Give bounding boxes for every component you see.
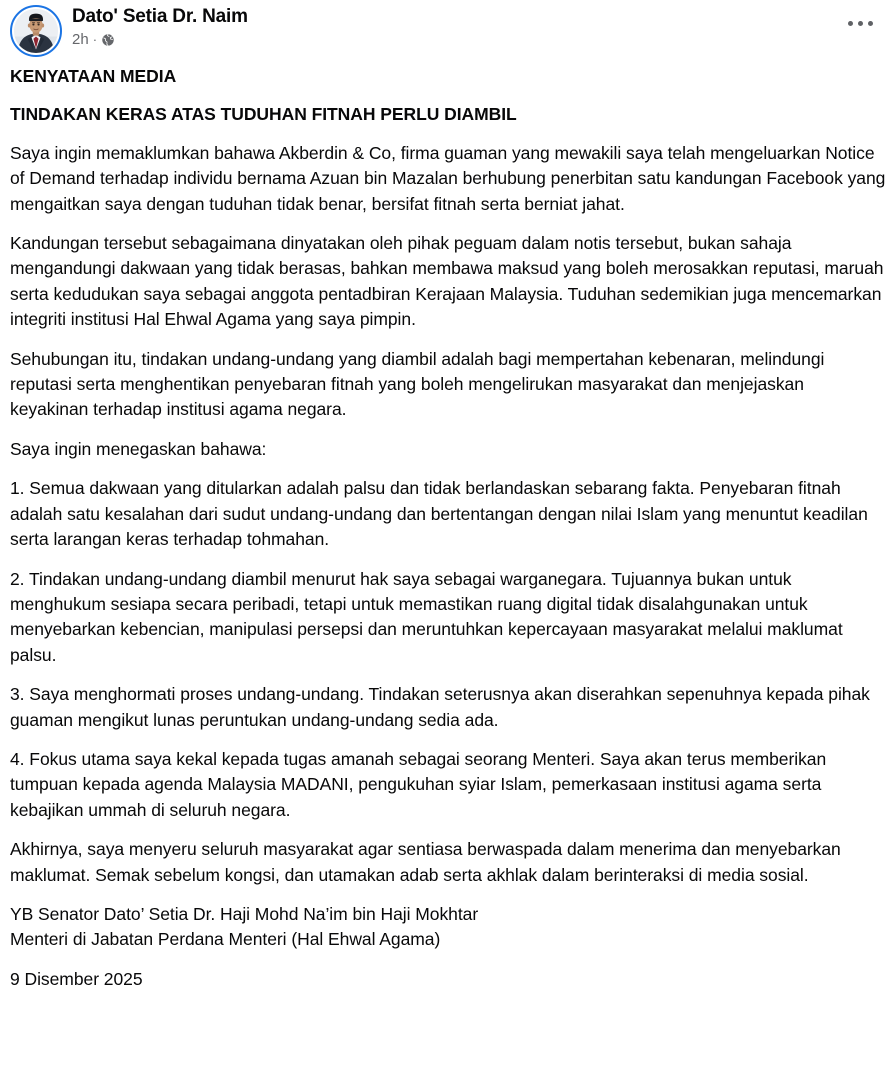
- post-paragraph: Saya ingin menegaskan bahawa:: [10, 438, 267, 459]
- post-paragraph: Saya ingin memaklumkan bahawa Akberdin & Co, firma guaman yang mewakili saya telah mengeluarkan Notice of Demand terhadap individu bernama Azuan bin Mazalan berhubung penerbitan satu kandungan Facebook yang mengaitkan saya dengan tuduhan tidak benar, bersifat fitnah serta berniat jahat.: [10, 142, 891, 214]
- author-name[interactable]: Dato' Setia Dr. Naim: [72, 6, 248, 27]
- more-options-icon[interactable]: [840, 10, 880, 36]
- post-title: KENYATAAN MEDIA: [10, 66, 177, 86]
- globe-icon[interactable]: [101, 33, 115, 47]
- signature-name: YB Senator Dato’ Setia Dr. Haji Mohd Na’im bin Haji Mokhtar: [10, 903, 479, 924]
- post-list-item: 1. Semua dakwaan yang ditularkan adalah palsu dan tidak berlandaskan sebarang fakta. Penyebaran fitnah adalah satu kesalahan dari sudut undang-undang dan bertentangan dengan nilai Islam yang menuntut keadilan serta larangan keras terhadap tohmahan.: [10, 478, 873, 550]
- post-paragraph: Sehubungan itu, tindakan undang-undang yang diambil adalah bagi mempertahan kebenaran, melindungi reputasi serta menghentikan penyebaran fitnah yang boleh mengelirukan masyarakat dan menjejaskan keyakinan terhadap institusi agama negara.: [10, 348, 830, 420]
- post-meta: [72, 31, 248, 49]
- post-date: 9 Disember 2025: [10, 968, 143, 989]
- post-list-item: 2. Tindakan undang-undang diambil menurut hak saya sebagai warganegara. Tujuannya bukan untuk menghukum sesiapa secara peribadi, tetapi untuk memastikan ruang digital tidak disalahgunakan untuk menyebarkan kebencian, manipulasi persepsi dan meruntuhkan kepercayaan masyarakat melalui maklumat palsu.: [10, 568, 848, 665]
- signature-title: Menteri di Jabatan Perdana Menteri (Hal Ehwal Agama): [10, 929, 441, 950]
- post-subtitle: TINDAKAN KERAS ATAS TUDUHAN FITNAH PERLU DIAMBIL: [10, 104, 517, 125]
- post-author-block: [72, 4, 248, 49]
- menu-dot: [858, 21, 863, 26]
- post-timestamp[interactable]: 2h: [72, 31, 89, 48]
- post-paragraph: Akhirnya, saya menyeru seluruh masyarakat agar sentiasa berwaspada dalam menerima dan menyebarkan maklumat. Semak sebelum kongsi, dan utamakan adab serta akhlak dalam berinteraksi di media sosial.: [10, 839, 846, 885]
- avatar[interactable]: [10, 5, 62, 57]
- post-header: [0, 0, 896, 58]
- avatar-image: [14, 9, 58, 53]
- post-paragraph: Kandungan tersebut sebagaimana dinyatakan oleh pihak peguam dalam notis tersebut, bukan sahaja mengandungi dakwaan yang tidak berasas, bahkan membawa maksud yang boleh merosakkan reputasi, maruah serta kedudukan saya sebagai anggota pentadbiran Kerajaan Malaysia. Tuduhan sedemikian juga mencemarkan integriti institusi Hal Ehwal Agama yang saya pimpin.: [10, 233, 889, 330]
- meta-separator: ·: [92, 32, 98, 47]
- post-list-item: 3. Saya menghormati proses undang-undang. Tindakan seterusnya akan diserahkan sepenuhnya kepada pihak guaman mengikut lunas peruntukan undang-undang sedia ada.: [10, 684, 875, 730]
- menu-dot: [868, 21, 873, 26]
- post-body: [0, 64, 896, 992]
- menu-dot: [848, 21, 853, 26]
- post-list-item: 4. Fokus utama saya kekal kepada tugas amanah sebagai seorang Menteri. Saya akan terus memberikan tumpuan kepada agenda Malaysia MADANI, pengukuhan syiar Islam, pemerkasaan institusi agama serta kebajikan ummah di seluruh negara.: [10, 748, 831, 820]
